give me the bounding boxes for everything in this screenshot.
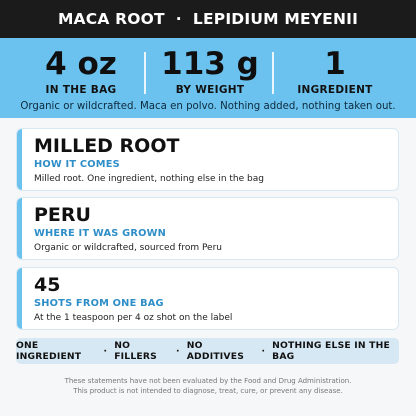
claim-separator: · bbox=[261, 345, 266, 357]
product-name: MACA ROOT bbox=[57, 10, 165, 28]
info-card-origin bbox=[16, 197, 399, 260]
card-title: 45 bbox=[34, 274, 61, 296]
claim-item: NO ADDITIVES bbox=[186, 340, 245, 362]
card-title: MILLED ROOT bbox=[34, 135, 180, 157]
card-description: Milled root. One ingredient, nothing else in the bag bbox=[34, 174, 264, 184]
card-subtitle: SHOTS FROM ONE BAG bbox=[34, 298, 164, 309]
card-subtitle: WHERE IT WAS GROWN bbox=[34, 228, 167, 239]
claim-item: NOTHING ELSE IN THE BAG bbox=[272, 340, 391, 362]
card-title: PERU bbox=[34, 204, 91, 226]
stat-ingredients bbox=[276, 47, 394, 97]
botanical-name: LEPIDIUM MEYENII bbox=[192, 10, 359, 28]
card-accent-bar bbox=[17, 268, 22, 329]
disclaimer-line: This product is not intended to diagnose, treat, cure, or prevent any disease. bbox=[73, 387, 343, 395]
stat-label: IN THE BAG bbox=[45, 84, 117, 96]
stat-label: BY WEIGHT bbox=[175, 84, 245, 96]
content-area bbox=[0, 118, 416, 416]
title-bar bbox=[0, 0, 416, 38]
claim-separator: · bbox=[176, 345, 180, 357]
stats-note: Organic or wildcrafted. Maca en polvo. Nothing added, nothing taken out. bbox=[20, 101, 396, 112]
claim-item: NO FILLERS bbox=[114, 340, 157, 362]
stat-value: 113 g bbox=[161, 46, 259, 82]
stat-label: INGREDIENT bbox=[297, 84, 373, 96]
card-description: At the 1 teaspoon per 4 oz shot on the label bbox=[34, 313, 233, 323]
disclaimer-line: These statements have not been evaluated by the Food and Drug Administration. bbox=[64, 377, 352, 385]
claims-banner bbox=[16, 338, 399, 364]
card-subtitle: HOW IT COMES bbox=[34, 159, 120, 170]
fda-disclaimer bbox=[0, 376, 416, 396]
stat-value: 4 oz bbox=[45, 46, 117, 82]
info-card-form bbox=[16, 128, 399, 191]
stat-weight-grams bbox=[150, 47, 270, 97]
claim-separator: · bbox=[103, 345, 108, 357]
card-accent-bar bbox=[17, 129, 22, 190]
stat-divider bbox=[272, 52, 274, 94]
info-card-servings bbox=[16, 267, 399, 330]
stats-band bbox=[0, 38, 416, 118]
claim-item: ONE INGREDIENT bbox=[16, 340, 82, 362]
stat-value: 1 bbox=[324, 46, 346, 82]
stat-weight-oz bbox=[20, 47, 142, 97]
stat-divider bbox=[144, 52, 146, 94]
card-description: Organic or wildcrafted, sourced from Peru bbox=[34, 243, 222, 253]
card-accent-bar bbox=[17, 198, 22, 259]
title-separator: · bbox=[175, 10, 182, 28]
